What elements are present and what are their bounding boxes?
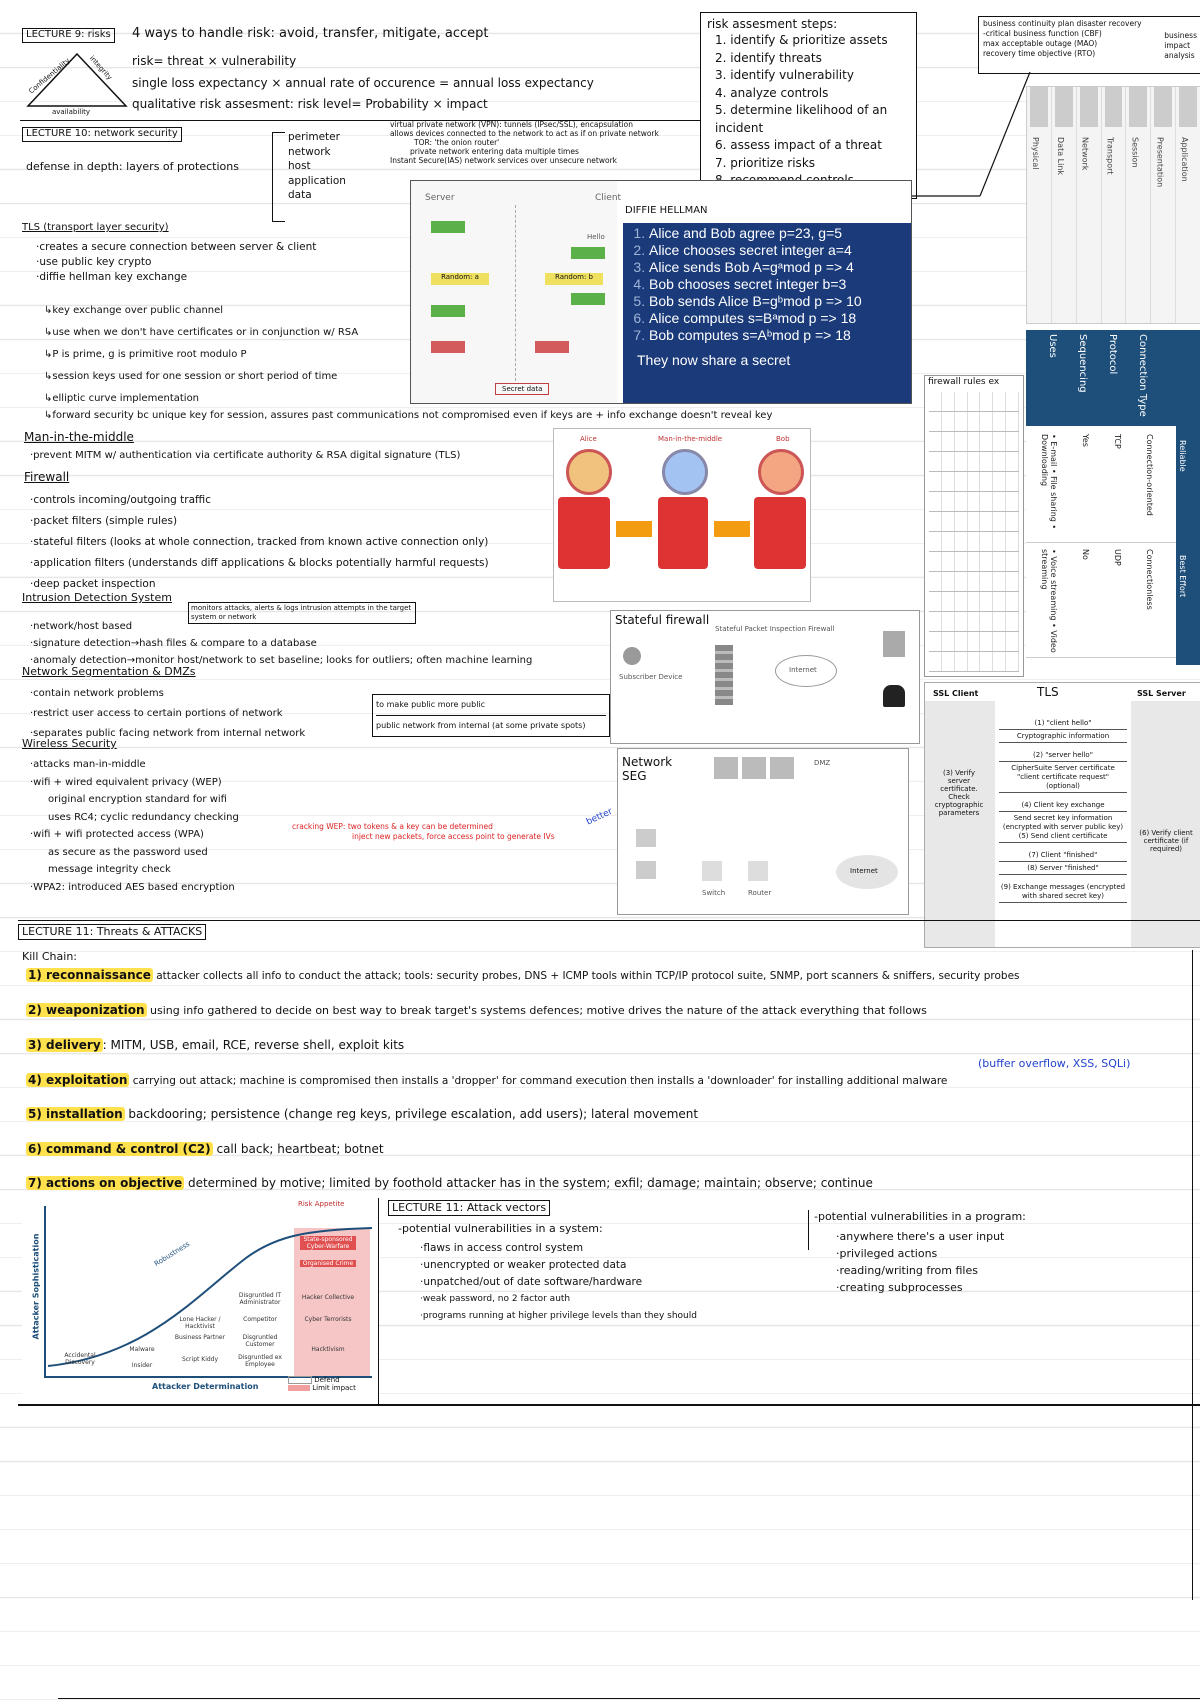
- firewall-note: ·packet filters (simple rules): [30, 515, 178, 527]
- firewall-rules-table: [924, 375, 1024, 677]
- dh-green-block: [431, 221, 465, 233]
- computer-icon: [636, 861, 656, 879]
- tls-message: (7) Client "finished": [999, 851, 1127, 862]
- legend-defend: Defend: [288, 1376, 356, 1384]
- bob-avatar: [758, 449, 804, 495]
- dh-note: ↳P is prime, g is primitive root modulo P: [44, 349, 247, 360]
- system-vuln-item: ·programs running at higher privilege levels than they should: [420, 1311, 697, 1321]
- lecture10-header: LECTURE 10: network security: [22, 126, 182, 142]
- protocol-row-label: Best Effort: [1178, 555, 1187, 598]
- dh-note: ↳key exchange over public channel: [44, 305, 224, 316]
- stateful-label: Stateful Packet Inspection Firewall: [715, 625, 835, 633]
- kill-chain-title: Kill Chain:: [22, 950, 78, 963]
- internet-label: Internet: [789, 666, 817, 674]
- server-icon: [883, 631, 905, 657]
- program-vuln-item: ·privileged actions: [836, 1247, 938, 1260]
- dh-title: DIFFIE HELLMAN: [625, 205, 708, 216]
- forward-secrecy-note: ↳forward security bc unique key for session, assures past communications not compromised even if keys are + info exchange doesn't reveal key: [44, 410, 773, 421]
- divider: [18, 920, 1200, 921]
- attacker-avatar: [662, 449, 708, 495]
- margin-line: [1192, 950, 1193, 1600]
- bob-panel: [754, 497, 806, 569]
- firewall-rule-row: [929, 412, 1019, 432]
- attacker-type-cell: State-sponsored Cyber-Warfare: [300, 1236, 356, 1250]
- mitm-note: ·prevent MITM w/ authentication via certificate authority & RSA digital signature (TLS): [30, 450, 461, 461]
- did-layer: application: [288, 174, 346, 187]
- chart-legend: [288, 1376, 356, 1392]
- osi-layer-tab: [1129, 87, 1147, 127]
- mitm-figure: [553, 428, 811, 602]
- cia-confidentiality: Confidentiality: [27, 56, 72, 96]
- mitm-alice-label: Alice: [580, 435, 597, 443]
- tls-message: CipherSuite Server certificate "client certificate request" (optional): [999, 764, 1127, 793]
- router-icon: [748, 861, 768, 881]
- cia-integrity: integrity: [87, 54, 114, 82]
- internet-label: Internet: [850, 867, 878, 875]
- did-layer: network: [288, 145, 331, 158]
- dh-random-b: Random: b: [545, 273, 603, 285]
- wep-crack-note: cracking WEP: two tokens & a key can be determined: [292, 822, 493, 831]
- dh-server-label: Server: [425, 193, 455, 203]
- kill-chain-step: 3) delivery : MITM, USB, email, RCE, reverse shell, exploit kits: [28, 1038, 405, 1052]
- risk-assessment-box: [700, 12, 917, 199]
- firewall-rule-row: [929, 492, 1019, 512]
- dh-step: 5. Bob sends Alice B=gᵇmod p => 10: [649, 293, 911, 310]
- tls-message: (8) Server "finished": [999, 864, 1127, 875]
- osi-layer: [1151, 87, 1176, 323]
- switch-icon: [702, 861, 722, 881]
- protocol-cell: UDP: [1113, 549, 1122, 566]
- protocol-column-header: Protocol: [1107, 334, 1118, 375]
- attacker-icon: [883, 685, 905, 707]
- dh-step: 1. Alice and Bob agree p=23, g=5: [649, 225, 911, 242]
- osi-layer: [1102, 87, 1127, 323]
- better-note: better: [584, 806, 615, 828]
- firewall-rules-title: firewall rules ex: [928, 377, 1000, 387]
- mitm-title: Man-in-the-middle: [24, 430, 134, 444]
- protocol-cell: TCP: [1113, 434, 1122, 449]
- wireless-note: ·attacks man-in-middle: [30, 759, 146, 770]
- computer-icon: [636, 829, 656, 847]
- kill-chain-step: 6) command & control (C2) call back; heartbeat; botnet: [28, 1142, 384, 1156]
- assessment-step: 4. analyze controls: [715, 85, 829, 100]
- ids-note: ·signature detection→hash files & compare to a database: [30, 638, 317, 649]
- lecture9-header: LECTURE 9: risks: [22, 27, 115, 43]
- tls-message: (1) "client hello": [999, 719, 1127, 730]
- tls-figure-title: TLS: [1037, 685, 1059, 699]
- ssl-client-column: [925, 701, 995, 947]
- firewall-rule-row: [929, 632, 1019, 652]
- program-vuln-item: ·creating subprocesses: [836, 1281, 963, 1294]
- divider: [58, 1698, 1200, 1699]
- dh-exchange-diagram: [411, 181, 622, 403]
- osi-layer: [1126, 87, 1151, 323]
- osi-layer-label: Data Link: [1055, 137, 1065, 176]
- dh-step: 4. Bob chooses secret integer b=3: [649, 276, 911, 293]
- attacker-type-cell: Hacker Collective: [301, 1294, 355, 1301]
- protocol-cell: Connectionless: [1145, 549, 1154, 610]
- osi-layer-tab: [1105, 87, 1123, 127]
- ids-note: ·network/host based: [30, 621, 133, 632]
- wireless-note: ·WPA2: introduced AES based encryption: [30, 881, 235, 893]
- dh-hello: Hello: [587, 233, 605, 241]
- kill-chain-step: 2) weaponization using info gathered to decide on best way to break target's systems defences; motive drives the nature of the attack everything that follows: [28, 1003, 927, 1017]
- wireless-note: message integrity check: [48, 864, 171, 875]
- firewall-note: ·application filters (understands diff applications & blocks potentially harmful requests): [30, 557, 489, 569]
- sle-formula: single loss expectancy × annual rate of occurence = annual loss expectancy: [132, 76, 594, 90]
- computer-icon: [623, 647, 641, 665]
- ssl-client-label: SSL Client: [933, 689, 979, 698]
- attacker-type-cell: Business Partner: [174, 1334, 226, 1341]
- assessment-step: 5. determine likelihood of an incident: [715, 103, 888, 135]
- chart-xlabel: Attacker Determination: [152, 1382, 259, 1391]
- tls-note: ·diffie hellman key exchange: [36, 271, 188, 283]
- mitm-bob-label: Bob: [776, 435, 790, 443]
- osi-model: [1026, 86, 1200, 324]
- protocol-column-header: Sequencing: [1077, 334, 1088, 393]
- system-vuln-item: ·weak password, no 2 factor auth: [420, 1294, 571, 1304]
- system-vuln-title: -potential vulnerabilities in a system:: [398, 1222, 603, 1235]
- attacker-type-cell: Accidental Discovery: [64, 1352, 96, 1366]
- wireless-note: ·wifi + wifi protected access (WPA): [30, 829, 204, 840]
- dh-step: 7. Bob computes s=Aᵇmod p => 18: [649, 327, 911, 344]
- osi-layer-tab: [1179, 87, 1197, 127]
- tls-title: TLS (transport layer security): [22, 222, 169, 233]
- osi-layer-label: Application: [1180, 137, 1190, 182]
- program-vuln-title: -potential vulnerabilities in a program:: [814, 1210, 1026, 1223]
- firewall-rule-row: [929, 652, 1019, 672]
- attacker-sophistication-chart: [22, 1196, 378, 1402]
- ias-line: Instant Secure(IAS) network services over unsecure network: [390, 156, 617, 165]
- dh-secret-data: Secret data: [495, 383, 549, 395]
- firewall-note: ·controls incoming/outgoing traffic: [30, 494, 211, 506]
- dh-step: 3. Alice sends Bob A=gᵃmod p => 4: [649, 259, 911, 276]
- tor-detail: private network entering data multiple times: [410, 147, 579, 156]
- dh-note: ↳session keys used for one session or short period of time: [44, 371, 338, 382]
- divider: [378, 1198, 379, 1404]
- attacker-type-cell: Organised Crime: [300, 1260, 356, 1267]
- protocol-cell: • E-mail • File sharing • Downloading: [1040, 434, 1058, 530]
- router-label: Router: [748, 889, 772, 897]
- assessment-step: 7. prioritize risks: [715, 155, 816, 170]
- legend-limit: Limit impact: [288, 1384, 356, 1392]
- wireless-title: Wireless Security: [22, 737, 117, 750]
- kill-chain-step: 7) actions on objective determined by motive; limited by foothold attacker has in the system; exfil; damage; maintain; observe; continue: [28, 1176, 873, 1190]
- attack-vectors-header: LECTURE 11: Attack vectors: [388, 1200, 550, 1216]
- dh-green-block: [571, 247, 605, 259]
- diffie-hellman-figure: [410, 180, 912, 404]
- attacker-panel: [658, 497, 708, 569]
- osi-layer-label: Session: [1130, 137, 1140, 168]
- dh-green-block: [571, 293, 605, 305]
- server-icon: [770, 757, 794, 779]
- attacker-type-cell: Disgruntled Customer: [242, 1334, 278, 1348]
- risk-formula: risk= threat × vulnerability: [132, 54, 297, 68]
- firewall-rule-row: [929, 452, 1019, 472]
- cia-availability: availability: [52, 108, 91, 116]
- dh-note: ↳elliptic curve implementation: [44, 393, 200, 404]
- ids-note: ·anomaly detection→monitor host/network to set baseline; looks for outliers; often machine learning: [30, 655, 533, 666]
- tls-note: ·use public key crypto: [36, 256, 152, 268]
- attacker-type-cell: Script Kiddy: [181, 1356, 219, 1363]
- kill-chain-step: 1) reconnaissance attacker collects all info to conduct the attack; tools: security probes, DNS + ICMP tools within TCP/IP protocol suite, SNMP, port scanners & sniffers, security probes: [28, 968, 1020, 982]
- server-icon: [714, 757, 738, 779]
- kill-chain-step: 4) exploitation carrying out attack; machine is compromised then installs a 'dropper' for command execution then installs a 'downloader' for installing additional malware: [28, 1073, 948, 1087]
- assessment-step: 1. identify & prioritize assets: [715, 33, 888, 47]
- assessment-step: 2. identify threats: [715, 50, 822, 65]
- qualitative-risk: qualitative risk assesment: risk level= Probability × impact: [132, 97, 488, 111]
- tls-server-note: (6) Verify client certificate (if required): [1139, 829, 1193, 853]
- protocol-cell: Connection-oriented: [1145, 434, 1154, 516]
- tls-message: Send secret key information (encrypted with server public key) (5) Send client certificate: [999, 814, 1127, 843]
- tls-message: (2) "server hello": [999, 751, 1127, 762]
- did-layer: data: [288, 189, 312, 201]
- bia-3: analysis: [1164, 51, 1195, 60]
- dh-random-a: Random: a: [431, 273, 489, 285]
- segmentation-box-line: to make public more public: [376, 700, 486, 709]
- protocol-row-label: Reliable: [1178, 440, 1187, 472]
- system-vuln-item: ·unencrypted or weaker protected data: [420, 1259, 627, 1271]
- osi-layer-label: Presentation: [1155, 137, 1165, 188]
- dh-divider: [515, 205, 516, 381]
- did-brace: [272, 132, 285, 222]
- attacker-type-cell: Disgruntled ex Employee: [238, 1354, 282, 1368]
- network-seg-title: Network SEG: [622, 755, 673, 783]
- program-vuln-item: ·reading/writing from files: [836, 1264, 978, 1277]
- dh-red-block: [535, 341, 569, 353]
- protocol-cell: Yes: [1081, 434, 1090, 447]
- chart-ylabel: Attacker Sophistication: [31, 1233, 41, 1340]
- switch-label: Switch: [702, 889, 726, 897]
- dh-green-block: [431, 305, 465, 317]
- firewall-note: ·deep packet inspection: [30, 578, 156, 590]
- firewall-note: ·stateful filters (looks at whole connection, tracked from known active connection only): [30, 536, 489, 548]
- dh-note: ↳use when we don't have certificates or in conjunction w/ RSA: [44, 327, 359, 338]
- osi-layer-label: Transport: [1105, 137, 1115, 175]
- subscriber-label: Subscriber Device: [619, 673, 683, 681]
- system-vuln-item: ·flaws in access control system: [420, 1242, 584, 1254]
- osi-layer-tab: [1080, 87, 1098, 127]
- did-layer: host: [288, 160, 311, 172]
- osi-layer-tab: [1154, 87, 1172, 127]
- vpn-line: allows devices connected to the network to act as if on private network: [390, 129, 659, 138]
- attacker-type-cell: Malware: [129, 1346, 155, 1353]
- dh-client-label: Client: [595, 193, 622, 203]
- protocol-column-header: Connection Type: [1137, 334, 1148, 417]
- protocol-row: [1026, 545, 1176, 658]
- bc-mao: max acceptable outage (MAO): [983, 39, 1098, 48]
- system-vuln-item: ·unpatched/out of date software/hardware: [420, 1276, 643, 1288]
- firewall-title: Firewall: [24, 470, 70, 484]
- dh-step: 6. Alice computes s=Bᵃmod p => 18: [649, 310, 911, 327]
- dh-red-block: [431, 341, 465, 353]
- firewall-rule-row: [929, 392, 1019, 412]
- osi-layer: [1027, 87, 1052, 323]
- firewall-rule-row: [929, 612, 1019, 632]
- bia-2: impact: [1164, 41, 1191, 50]
- tls-message: (9) Exchange messages (encrypted with shared secret key): [999, 883, 1127, 903]
- alice-panel: [558, 497, 610, 569]
- dh-step: 2. Alice chooses secret integer a=4: [649, 242, 911, 259]
- segmentation-title: Network Segmentation & DMZs: [22, 665, 196, 678]
- segmentation-box: [372, 694, 610, 737]
- ssl-server-label: SSL Server: [1137, 689, 1186, 698]
- robustness-label: Robustness: [152, 1239, 192, 1269]
- mitm-key-arrow: [616, 521, 652, 537]
- bc-cbf: -critical business function (CBF): [983, 29, 1102, 38]
- segmentation-note: ·separates public facing network from internal network: [30, 728, 306, 739]
- tls-client-note: (3) Verify server certificate. Check cryptographic parameters: [934, 769, 984, 817]
- protocol-cell: No: [1081, 549, 1090, 560]
- lecture11-header: LECTURE 11: Threats & ATTACKS: [18, 924, 206, 940]
- firewall-rule-row: [929, 432, 1019, 452]
- wireless-note: original encryption standard for wifi: [48, 794, 227, 805]
- tls-message: Cryptographic information: [999, 732, 1127, 743]
- osi-layer: [1077, 87, 1102, 323]
- dmz-label: DMZ: [814, 759, 831, 767]
- firewall-rule-row: [929, 592, 1019, 612]
- mitm-key-arrow: [714, 521, 750, 537]
- divider: [18, 1404, 1200, 1406]
- tls-message: (4) Client key exchange: [999, 801, 1127, 812]
- segmentation-box-line: public network from internal (at some private spots): [376, 715, 606, 736]
- attacker-type-cell: Disgruntled IT Administrator: [238, 1292, 282, 1306]
- bia-1: business: [1164, 31, 1197, 40]
- segmentation-note: ·restrict user access to certain portions of network: [30, 708, 283, 719]
- osi-layer-label: Network: [1080, 137, 1090, 171]
- did-layer: perimeter: [288, 131, 340, 143]
- attacker-type-cell: Hacktivism: [311, 1346, 345, 1353]
- wireless-note: ·wifi + wired equivalent privacy (WEP): [30, 776, 222, 788]
- assessment-step: 3. identify vulnerability: [715, 68, 854, 82]
- osi-layer-label: Physical: [1031, 137, 1040, 170]
- ssl-server-column: [1131, 701, 1200, 947]
- firewall-rule-row: [929, 512, 1019, 532]
- wireless-note: uses RC4; cyclic redundancy checking: [48, 811, 239, 823]
- risk-ways: 4 ways to handle risk: avoid, transfer, mitigate, accept: [132, 26, 489, 41]
- server-icon: [742, 757, 766, 779]
- protocol-column-header: Uses: [1047, 334, 1058, 358]
- attacker-type-cell: Lone Hacker / Hacktivist: [179, 1316, 221, 1330]
- vpn-title: virtual private network (VPN): tunnels (IPsec/SSL), encapsulation: [390, 120, 633, 129]
- bc-title: business continuity plan disaster recovery: [983, 19, 1142, 28]
- bc-rto: recovery time objective (RTO): [983, 49, 1096, 58]
- attacker-type-cell: Insider: [131, 1362, 153, 1369]
- osi-layer: [1052, 87, 1077, 323]
- dh-steps-panel: [623, 223, 911, 403]
- assessment-title: risk assesment steps:: [707, 17, 838, 31]
- wireless-note: as secure as the password used: [48, 846, 208, 858]
- mitm-attacker-label: Man-in-the-middle: [658, 435, 723, 443]
- dh-footer: They now share a secret: [637, 352, 791, 368]
- firewall-rule-row: [929, 472, 1019, 492]
- attacker-type-cell: Cyber Terrorists: [304, 1316, 352, 1323]
- firewall-rule-row: [929, 552, 1019, 572]
- osi-layer: [1176, 87, 1200, 323]
- kill-chain-step: 5) installation backdooring; persistence (change reg keys, privilege escalation, add users); lateral movement: [28, 1107, 699, 1121]
- segmentation-note: ·contain network problems: [30, 688, 164, 699]
- stateful-firewall-figure: [610, 610, 920, 744]
- stateful-title: Stateful firewall: [615, 613, 710, 627]
- ids-title: Intrusion Detection System: [22, 591, 172, 604]
- tcp-udp-table: [1026, 330, 1200, 665]
- osi-layer-tab: [1055, 87, 1073, 127]
- risk-appetite-label: Risk Appetite: [298, 1200, 345, 1208]
- attacker-type-cell: Competitor: [243, 1316, 277, 1323]
- assessment-step: 6. assess impact of a threat: [715, 138, 882, 152]
- network-seg-figure: [617, 748, 909, 915]
- wep-crack-note: inject new packets, force access point to generate IVs: [352, 832, 555, 841]
- firewall-rule-row: [929, 572, 1019, 592]
- business-continuity-box: [978, 16, 1200, 74]
- program-vuln-item: ·anywhere there's a user input: [836, 1230, 1005, 1243]
- tor-line: TOR: 'the onion router': [414, 138, 500, 147]
- connector-lines: [910, 70, 1040, 200]
- tls-handshake-figure: [924, 682, 1200, 948]
- exploit-examples-note: (buffer overflow, XSS, SQLi): [978, 1057, 1131, 1070]
- tls-note: ·creates a secure connection between server & client: [36, 241, 317, 253]
- ids-definition-box: monitors attacks, alerts & logs intrusion attempts in the target system or network: [188, 602, 416, 624]
- defense-in-depth: defense in depth: layers of protections: [26, 160, 239, 173]
- protocol-cell: • Voice streaming • Video streaming: [1040, 549, 1058, 653]
- osi-layer-tab: [1030, 87, 1048, 127]
- protocol-row: [1026, 430, 1176, 543]
- firewall-rule-row: [929, 532, 1019, 552]
- alice-avatar: [566, 449, 612, 495]
- firewall-icon: [715, 645, 733, 705]
